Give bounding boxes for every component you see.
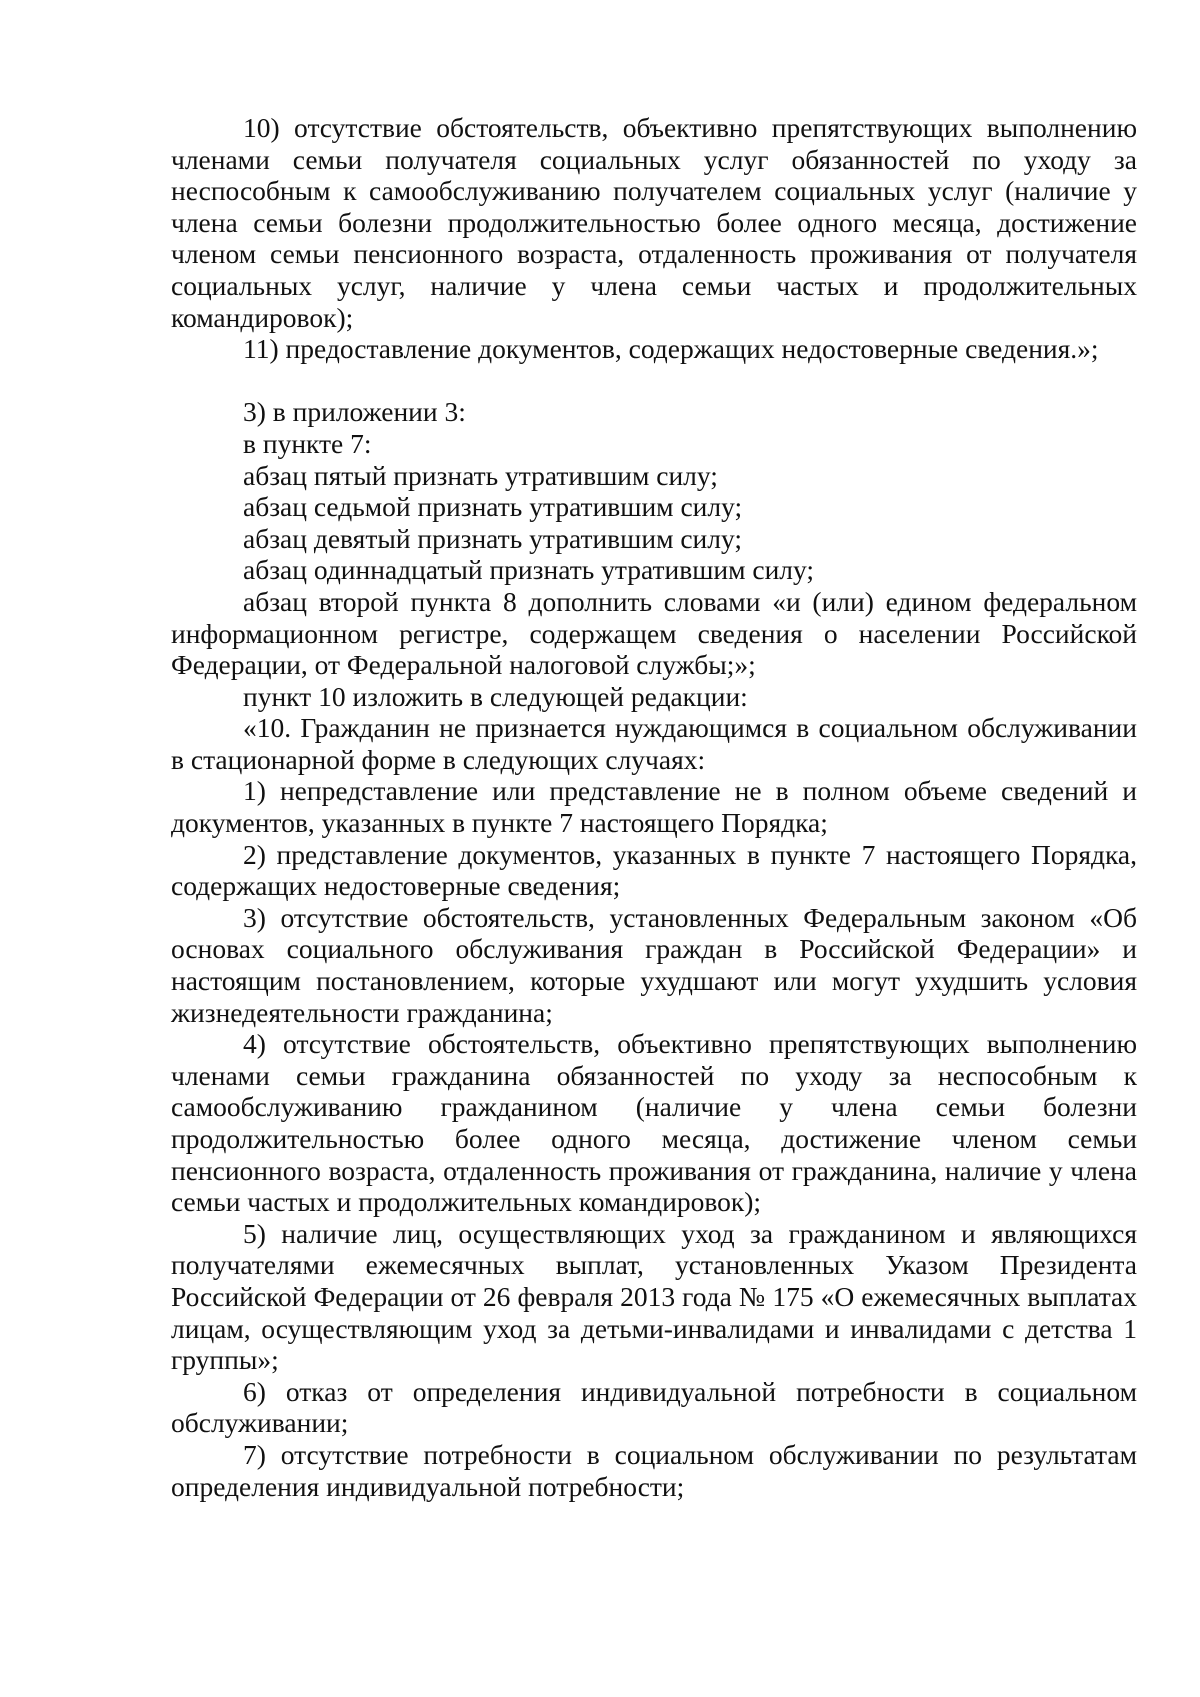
paragraph-abzac-5: абзац пятый признать утратившим силу; xyxy=(243,459,718,491)
paragraph-case-6: 6) отказ от определения индивидуальной потребности в социальном обслуживании; xyxy=(171,1375,1137,1439)
paragraph-point-7: в пункте 7: xyxy=(243,427,372,459)
paragraph-case-7: 7) отсутствие потребности в социальном обслуживании по результатам определения индивидуальной потребности; xyxy=(171,1438,1137,1502)
paragraph-case-2: 2) представление документов, указанных в пункте 7 настоящего Порядка, содержащих недостоверные сведения; xyxy=(171,838,1137,902)
document-page xyxy=(171,112,1137,1502)
paragraph-appendix-3: 3) в приложении 3: xyxy=(243,396,466,428)
paragraph-abzac-7: абзац седьмой признать утратившим силу; xyxy=(243,491,743,523)
paragraph-item-11: 11) предоставление документов, содержащих недостоверные сведения.»; xyxy=(243,333,1099,365)
paragraph-case-5: 5) наличие лиц, осуществляющих уход за гражданином и являющихся получателями ежемесячных выплат, установленных Указом Президента Российской Федерации от 26 февраля 2013 года № 175 «О ежемесячных выплатах лицам, осуществляющим уход за детьми-инвалидами и инвалидами с детства 1 группы»; xyxy=(171,1217,1137,1376)
paragraph-point-10-text: «10. Гражданин не признается нуждающимся в социальном обслуживании в стационарной форме в следующих случаях: xyxy=(171,712,1137,775)
paragraph-case-4: 4) отсутствие обстоятельств, объективно препятствующих выполнению членами семьи гражданина обязанностей по уходу за неспособным к самообслуживанию гражданином (наличие у члена семьи болезни продолжительностью более одного месяца, достижение членом семьи пенсионного возраста, отдаленность проживания от гражданина, наличие у члена семьи частых и продолжительных командировок); xyxy=(171,1028,1137,1218)
paragraph-abzac-11: абзац одиннадцатый признать утратившим силу; xyxy=(243,554,815,586)
paragraph-abzac-9: абзац девятый признать утратившим силу; xyxy=(243,522,743,554)
paragraph-spacer xyxy=(171,365,1137,397)
paragraph-case-3: 3) отсутствие обстоятельств, установленных Федеральным законом «Об основах социального обслуживания граждан в Российской Федерации» и настоящим постановлением, которые ухудшают или могут ухудшить условия жизнедеятельности гражданина; xyxy=(171,901,1137,1028)
paragraph-case-1: 1) непредставление или представление не в полном объеме сведений и документов, указанных в пункте 7 настоящего Порядка; xyxy=(171,775,1137,839)
paragraph-point-8-addition: абзац второй пункта 8 дополнить словами «и (или) едином федеральном информационном регистре, содержащем сведения о населении Российской Федерации, от Федеральной налоговой службы;»; xyxy=(171,585,1137,681)
paragraph-item-10: 10) отсутствие обстоятельств, объективно препятствующих выполнению членами семьи получателя социальных услуг обязанностей по уходу за неспособным к самообслуживанию получателем социальных услуг (наличие у члена семьи болезни продолжительностью более одного месяца, достижение членом семьи пенсионного возраста, отдаленность проживания от получателя социальных услуг, наличие у члена семьи частых и продолжительных командировок); xyxy=(171,112,1137,333)
paragraph-point-10-intro: пункт 10 изложить в следующей редакции: xyxy=(243,680,748,712)
